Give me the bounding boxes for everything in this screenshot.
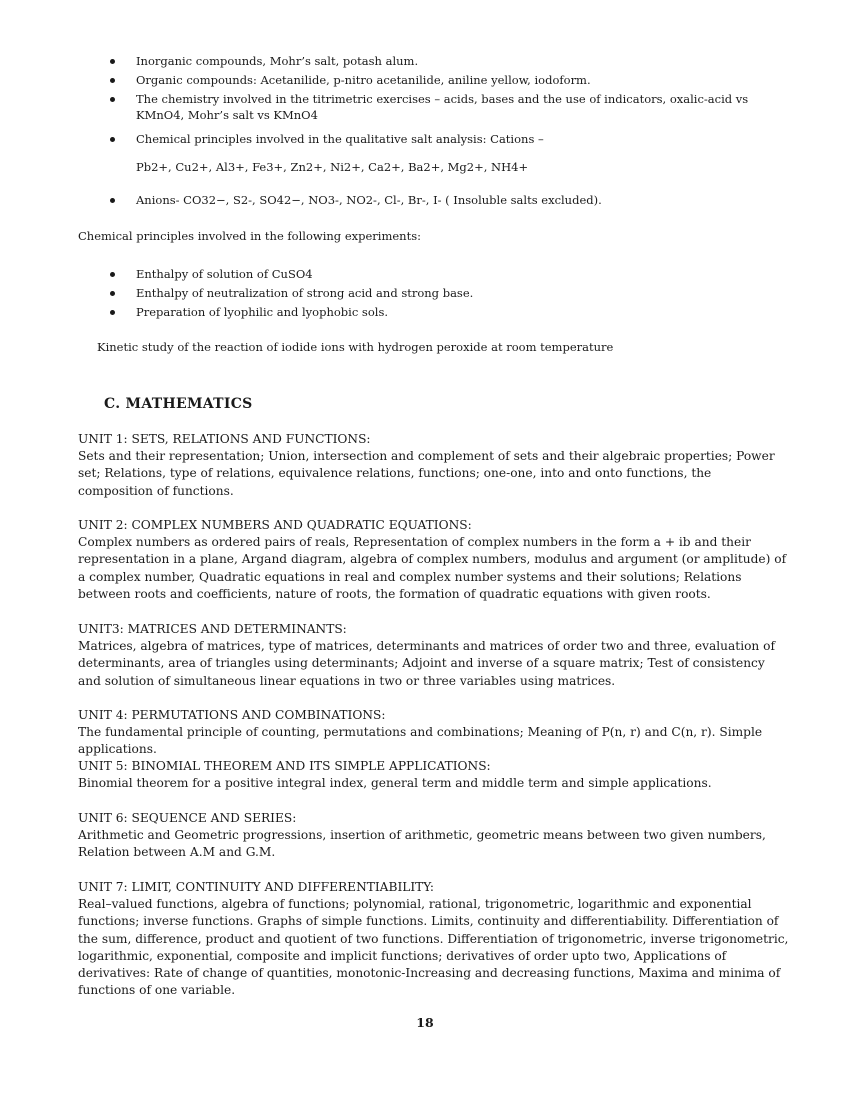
unit-body: Arithmetic and Geometric progressions, insertion of arithmetic, geometric means between two given numbers, Relation between A.M and G.M. — [78, 828, 766, 860]
unit-block — [78, 707, 790, 759]
list-item: Anions- CO32−, S2-, SO42−, NO3-, NO2-, Cl-, Br-, I- ( Insoluble salts excluded). — [108, 192, 602, 208]
experiments-list — [108, 266, 788, 323]
unit-block — [78, 431, 790, 500]
unit-heading: UNIT 4: PERMUTATIONS AND COMBINATIONS: — [78, 708, 386, 722]
list-item: Preparation of lyophilic and lyophobic sols. — [108, 304, 788, 320]
unit-heading: UNIT 5: BINOMIAL THEOREM AND ITS SIMPLE APPLICATIONS: — [78, 759, 491, 773]
unit-heading: UNIT 2: COMPLEX NUMBERS AND QUADRATIC EQUATIONS: — [78, 518, 472, 532]
list-item: Enthalpy of solution of CuSO4 — [108, 266, 788, 282]
unit-block — [78, 758, 790, 792]
unit-heading: UNIT 1: SETS, RELATIONS AND FUNCTIONS: — [78, 432, 371, 446]
section-title: C. MATHEMATICS — [104, 396, 253, 412]
unit-body: Matrices, algebra of matrices, type of matrices, determinants and matrices of order two and three, evaluation of determinants, area of triangles using determinants; Adjoint and inverse of a square matrix; Test of consistency and solution of simultaneous linear equations in two or three variables using matrices. — [78, 639, 775, 688]
list-item: Enthalpy of neutralization of strong acid and strong base. — [108, 285, 788, 301]
list-item: Inorganic compounds, Mohr’s salt, potash alum. — [108, 53, 788, 69]
cations-list: Pb2+, Cu2+, Al3+, Fe3+, Zn2+, Ni2+, Ca2+, Ba2+, Mg2+, NH4+ — [136, 160, 529, 174]
unit-block — [78, 621, 790, 690]
unit-heading: UNIT3: MATRICES AND DETERMINANTS: — [78, 622, 347, 636]
unit-body: Real–valued functions, algebra of functions; polynomial, rational, trigonometric, logarithmic and exponential functions; inverse functions. Graphs of simple functions. Limits, continuity and differentiability. Differentiation of the sum, difference, product and quotient of two functions. Differentiation of trigonometric, inverse trigonometric, logarithmic, exponential, composite and implicit functions; derivatives of order upto two, Applications of derivatives: Rate of change of quantities, monotonic-Increasing and decreasing functions, Maxima and minima of functions of one variable. — [78, 897, 789, 998]
unit-block — [78, 517, 790, 603]
chemistry-compounds-list — [108, 53, 788, 150]
unit-body: The fundamental principle of counting, permutations and combinations; Meaning of P(n, r) and C(n, r). Simple applications. — [78, 725, 763, 757]
experiments-intro: Chemical principles involved in the following experiments: — [78, 229, 421, 243]
unit-body: Complex numbers as ordered pairs of reals, Representation of complex numbers in the form a + ib and their representation in a plane, Argand diagram, algebra of complex numbers, modulus and argument (or amplitude) of a complex number, Quadratic equations in real and complex number systems and their solutions; Relations between roots and coefficients, nature of roots, the formation of quadratic equations with given roots. — [78, 535, 787, 601]
unit-block — [78, 879, 790, 999]
list-item: Chemical principles involved in the qualitative salt analysis: Cations – — [108, 131, 788, 147]
unit-body: Binomial theorem for a positive integral index, general term and middle term and simple applications. — [78, 776, 712, 791]
unit-heading: UNIT 7: LIMIT, CONTINUITY AND DIFFERENTIABILITY: — [78, 880, 434, 894]
unit-heading: UNIT 6: SEQUENCE AND SERIES: — [78, 811, 297, 825]
unit-body: Sets and their representation; Union, intersection and complement of sets and their algebraic properties; Power set; Relations, type of relations, equivalence relations, functions; one-one, into and onto functions, the composition of functions. — [78, 449, 775, 498]
anions-list — [108, 192, 602, 208]
list-item: The chemistry involved in the titrimetric exercises – acids, bases and the use of indicators, oxalic-acid vs KMnO4, Mohr’s salt vs KMnO4 — [108, 91, 788, 123]
kinetic-study-text: Kinetic study of the reaction of iodide ions with hydrogen peroxide at room temperature — [97, 340, 614, 354]
list-item: Organic compounds: Acetanilide, p-nitro acetanilide, aniline yellow, iodoform. — [108, 72, 788, 88]
page-number: 18 — [416, 1015, 434, 1030]
unit-block — [78, 810, 790, 862]
